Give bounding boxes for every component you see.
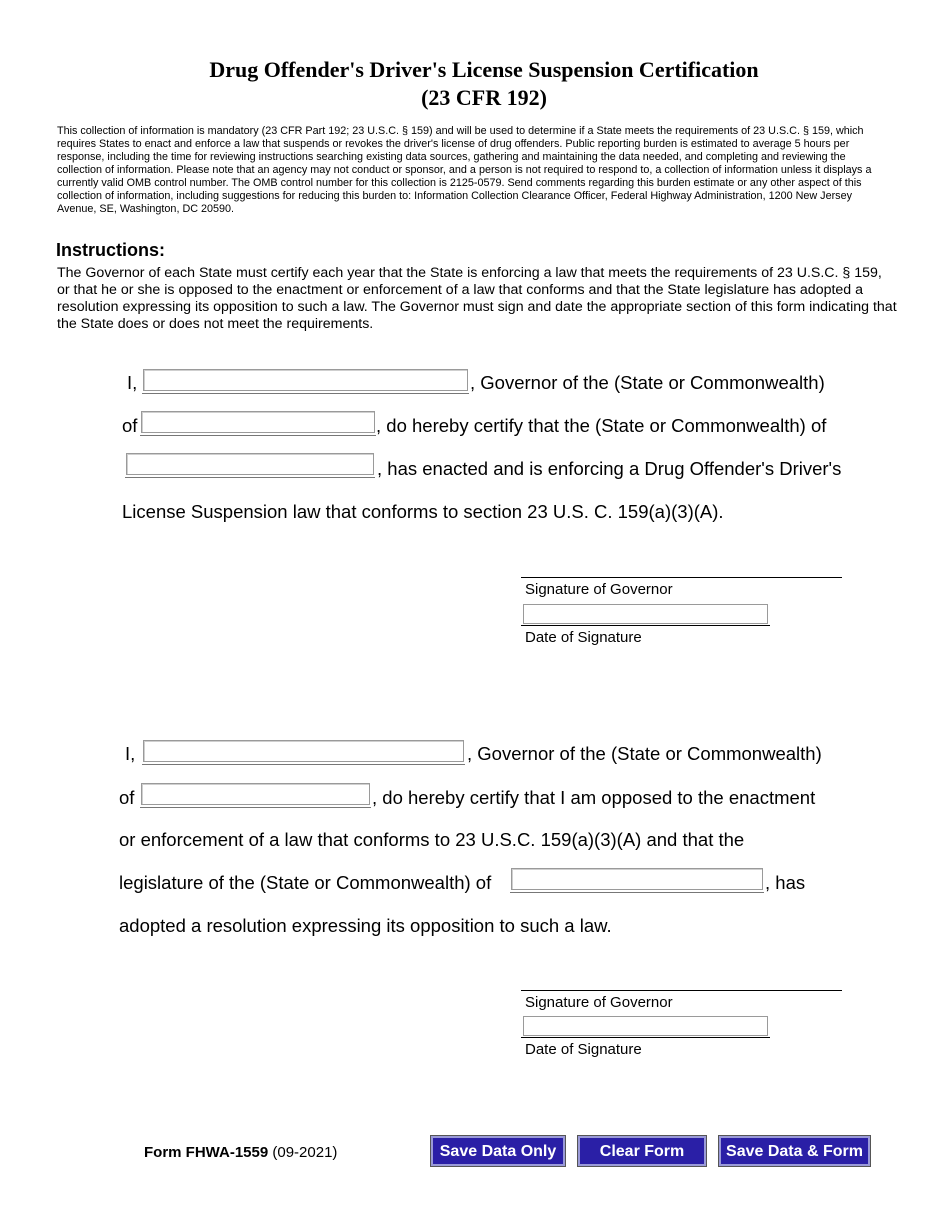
s1-line2-text: , do hereby certify that the (State or Commonwealth) of	[376, 415, 827, 436]
s2-governor-name-field[interactable]	[143, 740, 464, 762]
s1-governor-name-field[interactable]	[143, 369, 468, 391]
s2-state-field[interactable]	[141, 783, 370, 805]
s2-legislature-state-field[interactable]	[511, 868, 763, 890]
instructions-heading: Instructions:	[56, 240, 166, 260]
s1-signature-line	[521, 577, 842, 578]
burden-notice: This collection of information is mandatory (23 CFR Part 192; 23 U.S.C. § 159) and will be used to determine if a State meets the requirements of 23 U.S.C. § 159, which requires States to enact and enforce a law that suspends or revokes the driver's license of drug offenders. Public reporting burden is estimated to average 5 hours per response, including the time for reviewing instructions searching existing data sources, gathering and maintaining the data needed, and completing and reviewing the collection of information. Please note that an agency may not conduct or sponsor, and a person is not required to respond to, a collection of information unless it displays a currently valid OMB control number. The OMB control number for this collection is 2125-0579. Send comments regarding this burden estimate or any other aspect of this collection of information, including suggestions for reducing this burden to: Information Collection Clearance Officer, Federal Highway Administration, 1200 New Jersey Avenue, SE, Washington, DC 20590.	[57, 125, 872, 215]
s1-date-line	[521, 625, 770, 626]
s1-line1-text: , Governor of the (State or Commonwealth)	[470, 372, 825, 393]
instructions-body: The Governor of each State must certify each year that the State is enforcing a law that meets the requirements of 23 U.S.C. § 159, or that he or she is opposed to the enactment or enforcement of a law that conforms and that the State legislature has adopted a resolution expressing its opposition to such a law. The Governor must sign and date the appropriate section of this form indicating that the State does or does not meet the requirements.	[57, 265, 897, 332]
form-date: (09-2021)	[272, 1144, 338, 1161]
s2-line4-text: legislature of the (State or Commonwealth) of	[119, 872, 492, 893]
s1-i-label: I,	[127, 372, 138, 393]
s2-line3-text: or enforcement of a law that conforms to 23 U.S.C. 159(a)(3)(A) and that the	[119, 829, 745, 850]
save-data-only-button[interactable]: Save Data Only	[431, 1136, 565, 1166]
s2-of-label: of	[119, 787, 135, 808]
s1-date-field[interactable]	[523, 604, 768, 624]
save-data-and-form-button[interactable]: Save Data & Form	[719, 1136, 870, 1166]
s2-date-field[interactable]	[523, 1016, 768, 1036]
s2-signature-label: Signature of Governor	[525, 994, 673, 1011]
s2-date-label: Date of Signature	[525, 1041, 642, 1058]
form-title-line2: (23 CFR 192)	[421, 85, 547, 110]
s2-line4-post: , has	[765, 872, 806, 893]
form-id: Form FHWA-1559	[144, 1144, 269, 1161]
s2-line5-text: adopted a resolution expressing its opposition to such a law.	[119, 915, 612, 936]
clear-form-button[interactable]: Clear Form	[578, 1136, 706, 1166]
s1-line3-text: , has enacted and is enforcing a Drug Offender's Driver's	[377, 458, 842, 479]
s1-of-label: of	[122, 415, 138, 436]
s1-signature-label: Signature of Governor	[525, 581, 673, 598]
s1-line4-text: License Suspension law that conforms to section 23 U.S. C. 159(a)(3)(A).	[122, 501, 724, 522]
s2-i-label: I,	[125, 743, 136, 764]
form-title-line1: Drug Offender's Driver's License Suspension Certification	[209, 57, 759, 82]
s1-state-field[interactable]	[141, 411, 375, 433]
s1-state-of-field[interactable]	[126, 453, 374, 475]
s2-line2-text: , do hereby certify that I am opposed to the enactment	[372, 787, 816, 808]
s1-date-label: Date of Signature	[525, 629, 642, 646]
form-number	[144, 1144, 337, 1161]
s2-date-line	[521, 1037, 770, 1038]
s2-signature-line	[521, 990, 842, 991]
s2-line1-text: , Governor of the (State or Commonwealth)	[467, 743, 822, 764]
